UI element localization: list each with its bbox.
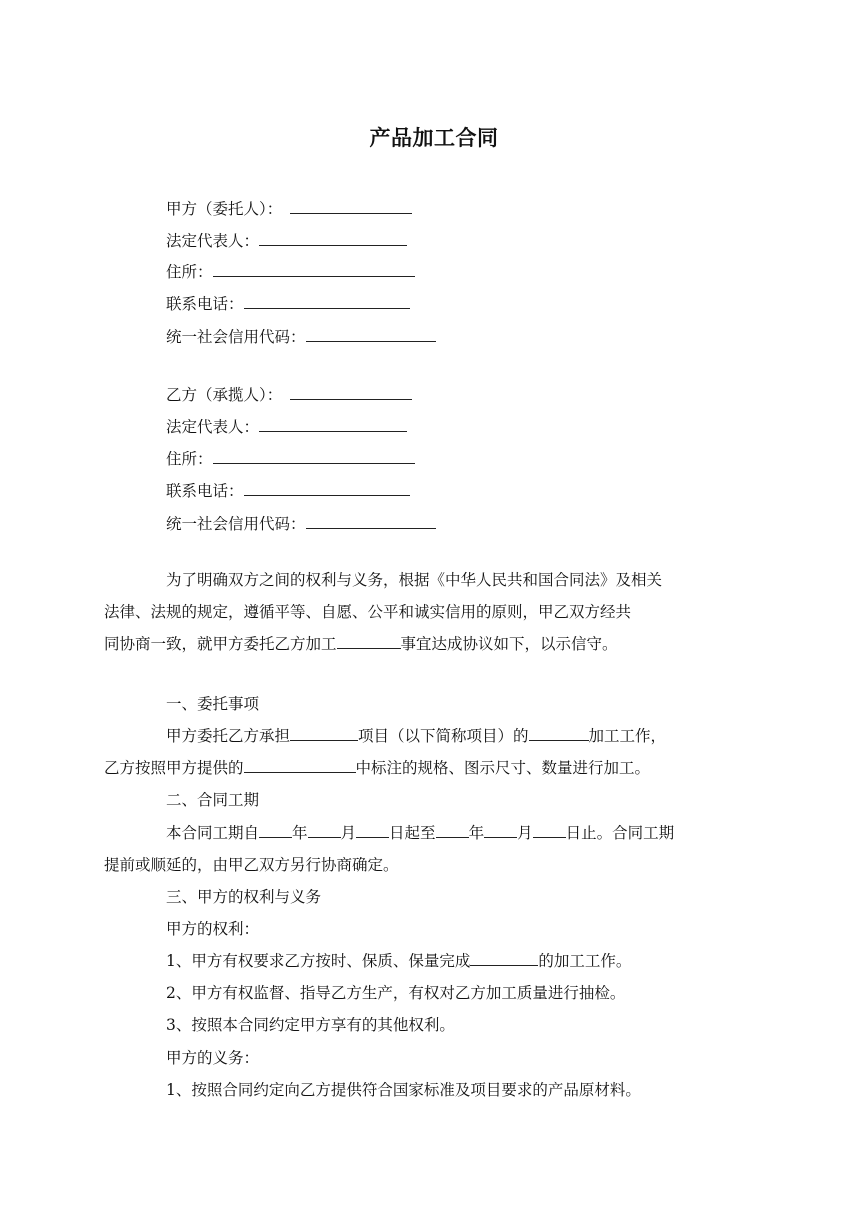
party-b-address-label: 住所： [166,450,213,468]
party-b-label: 乙方（承揽人）： [166,386,283,404]
party-a-phone-label: 联系电话： [166,295,244,313]
preamble-line-3 [104,633,618,655]
preamble-text-end: 事宜达成协议如下，以示信守。 [400,635,618,653]
party-a-name-blank[interactable] [290,199,412,214]
section-1-text-c: 加工工作， [588,727,667,745]
section-1-text-d: 乙方按照甲方提供的 [104,759,244,777]
party-a-address-line [166,261,415,283]
project-name-blank[interactable] [290,726,358,741]
party-a-credit-code-blank[interactable] [306,327,436,342]
party-a-address-label: 住所： [166,263,213,281]
start-day-blank[interactable] [356,823,389,838]
party-a-right-2: 2、甲方有权监督、指导乙方生产，有权对乙方加工质量进行抽检。 [166,984,626,1002]
drawing-reference-blank[interactable] [244,758,356,773]
party-b-credit-code-label: 统一社会信用代码： [166,515,306,533]
party-a-rep-line [166,230,407,252]
party-b-line [166,384,412,406]
section-1-text-b: 项目（以下简称项目）的 [358,727,529,745]
section-3-heading: 三、甲方的权利与义务 [166,888,322,906]
party-b-credit-code-line [166,513,436,535]
party-a-rights-heading: 甲方的权利： [166,920,260,938]
party-a-duties-heading: 甲方的义务： [166,1049,260,1067]
section-1-line-2 [104,757,650,779]
section-2-heading: 二、合同工期 [166,791,260,809]
party-a-duty-1: 1、按照合同约定向乙方提供符合国家标准及项目要求的产品原材料。 [166,1081,641,1099]
day-label: 日起至 [389,824,436,842]
party-a-rep-blank[interactable] [259,231,407,246]
start-month-blank[interactable] [308,823,341,838]
party-a-credit-code-label: 统一社会信用代码： [166,328,306,346]
work-type-blank[interactable] [529,726,589,741]
preamble-line-2: 法律、法规的规定，遵循平等、自愿、公平和诚实信用的原则，甲乙双方经共 [104,603,632,621]
party-a-credit-code-line [166,326,436,348]
party-b-rep-blank[interactable] [259,417,407,432]
month-label: 月 [517,824,533,842]
section-1-heading: 一、委托事项 [166,695,260,713]
party-a-right-1 [166,950,631,972]
party-a-rep-label: 法定代表人： [166,232,260,250]
year-label: 年 [468,824,485,842]
month-label: 月 [340,824,357,842]
section-2-line-2: 提前或顺延的，由甲乙双方另行协商确定。 [104,856,399,874]
section-2-line-1 [166,822,674,844]
party-b-address-line [166,448,415,470]
right-1-text-end: 的加工工作。 [538,952,632,970]
party-a-phone-blank[interactable] [244,294,410,309]
party-a-line [166,198,412,220]
party-a-phone-line [166,293,410,315]
party-b-rep-label: 法定代表人： [166,418,260,436]
party-a-label: 甲方（委托人）： [166,200,283,218]
section-1-text-e: 中标注的规格、图示尺寸、数量进行加工。 [355,759,651,777]
document-title: 产品加工合同 [369,125,499,150]
preamble-line-1: 为了明确双方之间的权利与义务，根据《中华人民共和国合同法》及相关 [166,571,663,589]
party-b-address-blank[interactable] [213,449,415,464]
party-b-name-blank[interactable] [290,385,412,400]
end-year-blank[interactable] [436,823,469,838]
party-b-rep-line [166,416,407,438]
party-a-address-blank[interactable] [213,262,415,277]
end-month-blank[interactable] [484,823,517,838]
party-b-phone-blank[interactable] [244,481,410,496]
right-1-text: 1、甲方有权要求乙方按时、保质、保量完成 [166,952,471,970]
processing-item-blank[interactable] [337,634,401,649]
start-year-blank[interactable] [259,823,292,838]
section-1-line-1 [166,725,666,747]
work-completion-blank[interactable] [470,951,538,966]
day-label-end: 日止。合同工期 [565,824,675,842]
party-b-phone-line [166,480,410,502]
party-b-credit-code-blank[interactable] [306,514,436,529]
preamble-text: 同协商一致，就甲方委托乙方加工 [104,635,337,653]
end-day-blank[interactable] [533,823,566,838]
section-1-text-a: 甲方委托乙方承担 [166,727,291,745]
year-label: 年 [292,824,308,842]
party-a-right-3: 3、按照本合同约定甲方享有的其他权利。 [166,1016,455,1034]
section-2-text: 本合同工期自 [166,824,260,842]
party-b-phone-label: 联系电话： [166,482,244,500]
